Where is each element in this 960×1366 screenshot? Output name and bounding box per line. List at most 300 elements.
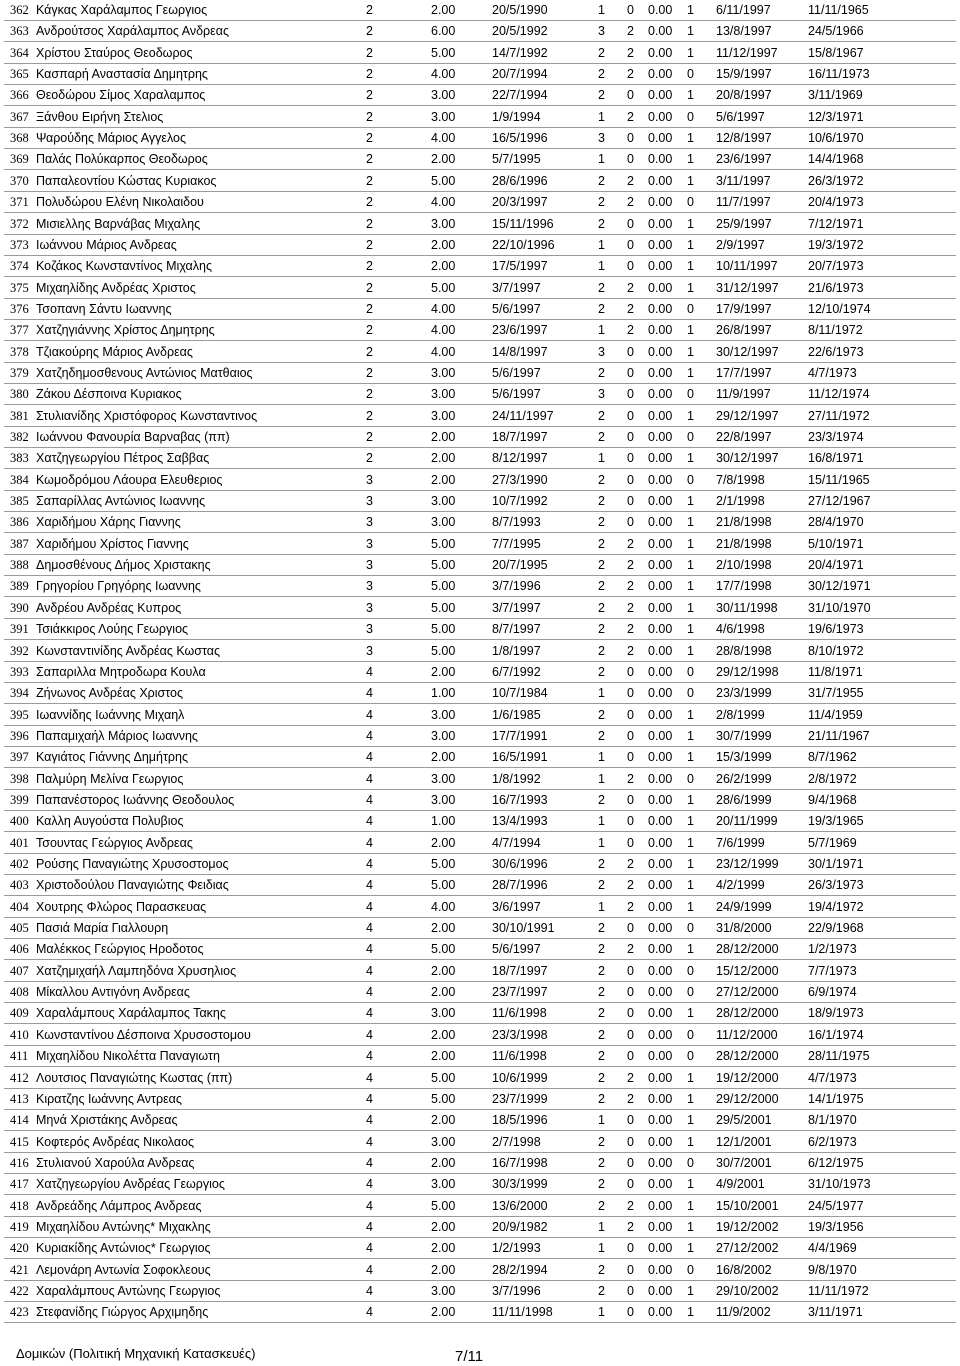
criterion-e: 0.00 — [648, 707, 673, 722]
row-number: 362 — [10, 3, 29, 17]
appointment-date: 28/12/2000 — [716, 1006, 779, 1021]
points-score: 2.00 — [431, 1241, 456, 1256]
criterion-c: 1 — [598, 1305, 605, 1320]
criterion-c: 1 — [598, 771, 605, 786]
criterion-f: 1 — [687, 1177, 694, 1192]
table-row — [0, 406, 960, 427]
application-date: 16/7/1993 — [492, 792, 548, 807]
appointment-date: 25/9/1997 — [716, 216, 772, 231]
application-date: 8/7/1997 — [492, 622, 541, 637]
birth-date: 31/10/1970 — [808, 600, 871, 615]
criterion-f: 1 — [687, 600, 694, 615]
application-date: 3/7/1997 — [492, 600, 541, 615]
criterion-e: 0.00 — [648, 622, 673, 637]
appointment-date: 29/12/2000 — [716, 1091, 779, 1106]
list-category: 4 — [366, 1113, 373, 1128]
points-score: 5.00 — [431, 643, 456, 658]
row-number: 414 — [10, 1113, 29, 1128]
criterion-d: 2 — [627, 109, 634, 124]
points-score: 2.00 — [431, 750, 456, 765]
candidate-name: Χρίστου Σταύρος Θεοδωρος — [36, 45, 193, 60]
table-row — [0, 171, 960, 192]
candidate-name: Παλμύρη Μελίνα Γεωργιος — [36, 771, 184, 786]
application-date: 28/7/1996 — [492, 878, 548, 893]
list-category: 2 — [366, 45, 373, 60]
criterion-f: 1 — [687, 643, 694, 658]
criterion-f: 1 — [687, 152, 694, 167]
row-number: 413 — [10, 1091, 29, 1106]
criterion-f: 0 — [687, 1155, 694, 1170]
birth-date: 26/3/1972 — [808, 173, 864, 188]
table-row — [0, 811, 960, 832]
table-row — [0, 491, 960, 512]
criterion-e: 0.00 — [648, 1113, 673, 1128]
birth-date: 4/7/1973 — [808, 365, 857, 380]
row-number: 412 — [10, 1070, 29, 1085]
row-number: 423 — [10, 1305, 29, 1320]
criterion-d: 2 — [627, 899, 634, 914]
candidate-name: Ιωάννου Φανουρία Βαρναβας (ππ) — [36, 430, 230, 444]
birth-date: 6/2/1973 — [808, 1134, 857, 1149]
application-date: 16/5/1996 — [492, 131, 548, 146]
appointment-date: 20/8/1997 — [716, 88, 772, 103]
list-category: 4 — [366, 1198, 373, 1213]
criterion-c: 2 — [598, 195, 605, 210]
row-number: 395 — [10, 707, 29, 722]
criterion-d: 2 — [627, 67, 634, 82]
appointment-date: 6/11/1997 — [716, 3, 771, 17]
criterion-c: 1 — [598, 1219, 605, 1234]
row-number: 363 — [10, 24, 29, 39]
points-score: 3.00 — [431, 728, 456, 743]
criterion-e: 0.00 — [648, 1262, 673, 1277]
list-category: 4 — [366, 771, 373, 786]
appointment-date: 30/11/1998 — [716, 600, 778, 615]
appointment-date: 5/6/1997 — [716, 109, 765, 124]
criterion-f: 0 — [687, 109, 694, 124]
criterion-e: 0.00 — [648, 728, 673, 743]
criterion-f: 1 — [687, 3, 694, 17]
candidate-name: Δημοσθένους Δήμος Χριστακης — [36, 558, 211, 573]
row-number: 406 — [10, 942, 29, 957]
birth-date: 30/12/1971 — [808, 579, 871, 594]
row-number: 410 — [10, 1027, 29, 1042]
row-number: 416 — [10, 1155, 29, 1170]
candidate-name: Μαλέκκος Γεώργιος Ηροδοτος — [36, 942, 204, 957]
row-number: 371 — [10, 195, 29, 210]
appointment-date: 22/8/1997 — [716, 430, 772, 444]
list-category: 4 — [366, 728, 373, 743]
criterion-d: 0 — [627, 1262, 634, 1277]
birth-date: 24/5/1977 — [808, 1198, 864, 1213]
points-score: 5.00 — [431, 45, 456, 60]
criterion-f: 0 — [687, 1049, 694, 1064]
points-score: 1.00 — [431, 814, 456, 829]
criterion-d: 0 — [627, 1113, 634, 1128]
criterion-d: 0 — [627, 430, 634, 444]
table-row — [0, 662, 960, 683]
criterion-f: 1 — [687, 707, 694, 722]
criterion-c: 2 — [598, 728, 605, 743]
table-row — [0, 214, 960, 235]
criterion-d: 2 — [627, 878, 634, 893]
criterion-c: 2 — [598, 643, 605, 658]
criterion-f: 1 — [687, 835, 694, 850]
birth-date: 19/3/1965 — [808, 814, 864, 829]
candidate-name: Καλλη Αυγούστα Πολυβιος — [36, 814, 184, 829]
table-row — [0, 128, 960, 149]
birth-date: 31/10/1973 — [808, 1177, 871, 1192]
points-score: 2.00 — [431, 664, 456, 679]
list-category: 2 — [366, 344, 373, 359]
criterion-d: 0 — [627, 3, 634, 17]
candidate-name: Τσιάκκιρος Λούης Γεωργιος — [36, 622, 189, 637]
criterion-c: 1 — [598, 323, 605, 338]
birth-date: 30/1/1971 — [808, 857, 864, 871]
criterion-c: 2 — [598, 365, 605, 380]
row-number: 387 — [10, 536, 29, 551]
criterion-f: 1 — [687, 1070, 694, 1085]
table-row — [0, 790, 960, 811]
criterion-c: 2 — [598, 1262, 605, 1277]
candidate-name: Ανδρούτσος Χαράλαμπος Ανδρεας — [36, 24, 229, 39]
points-score: 4.00 — [431, 131, 456, 146]
criterion-c: 2 — [598, 1027, 605, 1042]
table-row — [0, 598, 960, 619]
row-number: 372 — [10, 216, 29, 231]
list-category: 4 — [366, 1006, 373, 1021]
row-number: 419 — [10, 1219, 29, 1234]
candidate-name: Κυριακίδης Αντώνιος* Γεωργιος — [36, 1241, 211, 1256]
appointment-date: 12/1/2001 — [716, 1134, 772, 1149]
points-score: 5.00 — [431, 600, 456, 615]
birth-date: 18/9/1973 — [808, 1006, 864, 1021]
list-category: 4 — [366, 963, 373, 978]
row-number: 373 — [10, 237, 29, 252]
appointment-date: 2/9/1997 — [716, 237, 765, 252]
points-score: 3.00 — [431, 216, 456, 231]
criterion-d: 2 — [627, 195, 634, 210]
criterion-e: 0.00 — [648, 1027, 673, 1042]
table-row — [0, 747, 960, 768]
birth-date: 28/11/1975 — [808, 1049, 870, 1064]
appointment-date: 4/9/2001 — [716, 1177, 765, 1192]
table-row — [0, 1302, 960, 1323]
row-number: 374 — [10, 259, 29, 274]
candidate-name: Παπανέστορος Ιωάννης Θεοδουλος — [36, 792, 235, 807]
points-score: 5.00 — [431, 536, 456, 551]
criterion-d: 2 — [627, 24, 634, 39]
points-score: 2.00 — [431, 985, 456, 1000]
criterion-c: 3 — [598, 131, 605, 146]
criterion-f: 1 — [687, 899, 694, 914]
application-date: 5/6/1997 — [492, 942, 541, 957]
list-category: 4 — [366, 921, 373, 936]
candidate-name: Ξάνθου Ειρήνη Στελιος — [36, 109, 164, 124]
list-category: 4 — [366, 857, 373, 871]
criterion-e: 0.00 — [648, 259, 673, 274]
criterion-d: 0 — [627, 1177, 634, 1192]
points-score: 2.00 — [431, 451, 456, 466]
birth-date: 5/7/1969 — [808, 835, 857, 850]
list-category: 4 — [366, 1262, 373, 1277]
application-date: 23/7/1997 — [492, 985, 548, 1000]
criterion-f: 1 — [687, 1198, 694, 1213]
birth-date: 16/11/1973 — [808, 67, 870, 82]
candidate-name: Ζάκου Δέσποινα Κυριακος — [36, 387, 182, 402]
table-row — [0, 1046, 960, 1067]
list-category: 4 — [366, 792, 373, 807]
criterion-e: 0.00 — [648, 1198, 673, 1213]
table-row — [0, 1089, 960, 1110]
candidate-name: Κωνσταντινίδης Ανδρέας Κωστας — [36, 643, 221, 658]
table-row — [0, 235, 960, 256]
appointment-date: 31/12/1997 — [716, 280, 779, 295]
criterion-e: 0.00 — [648, 430, 673, 444]
appointment-date: 30/12/1997 — [716, 451, 779, 466]
candidate-name: Χουτρης Φλώρος Παρασκευας — [36, 899, 207, 914]
birth-date: 5/10/1971 — [808, 536, 864, 551]
list-category: 4 — [366, 1155, 373, 1170]
application-date: 5/6/1997 — [492, 301, 541, 316]
criterion-c: 3 — [598, 24, 605, 39]
table-row — [0, 939, 960, 960]
criterion-f: 1 — [687, 451, 694, 466]
criterion-e: 0.00 — [648, 1305, 673, 1320]
candidate-name: Κασπαρή Αναστασία Δημητρης — [36, 67, 208, 82]
application-date: 22/10/1996 — [492, 237, 555, 252]
appointment-date: 29/10/2002 — [716, 1284, 779, 1298]
birth-date: 16/1/1974 — [808, 1027, 864, 1042]
birth-date: 11/11/1972 — [808, 1284, 869, 1298]
criterion-e: 0.00 — [648, 152, 673, 167]
birth-date: 31/7/1955 — [808, 686, 864, 701]
appointment-date: 19/12/2002 — [716, 1219, 779, 1234]
list-category: 3 — [366, 643, 373, 658]
criterion-c: 2 — [598, 1177, 605, 1192]
criterion-f: 1 — [687, 792, 694, 807]
application-date: 20/7/1995 — [492, 558, 548, 573]
table-row — [0, 683, 960, 704]
criterion-e: 0.00 — [648, 408, 673, 423]
candidate-name: Παπαμιχαήλ Μάριος Ιωαννης — [36, 728, 198, 743]
points-score: 3.00 — [431, 1177, 456, 1192]
candidate-name: Στυλιανίδης Χριστόφορος Κωνσταντινος — [36, 408, 258, 423]
list-category: 4 — [366, 878, 373, 893]
points-score: 3.00 — [431, 88, 456, 103]
criterion-f: 1 — [687, 259, 694, 274]
birth-date: 20/4/1973 — [808, 195, 864, 210]
list-category: 2 — [366, 259, 373, 274]
candidate-name: Ρούσης Παναγιώτης Χρυσοστομος — [36, 857, 229, 871]
appointment-date: 2/10/1998 — [716, 558, 772, 573]
birth-date: 11/11/1965 — [808, 3, 869, 17]
candidate-name: Ιωάννου Μάριος Ανδρεας — [36, 237, 177, 252]
birth-date: 11/4/1959 — [808, 707, 863, 722]
criterion-e: 0.00 — [648, 1134, 673, 1149]
criterion-c: 2 — [598, 579, 605, 594]
list-category: 2 — [366, 408, 373, 423]
candidate-name: Χαραλάμπους Χαράλαμπος Τακης — [36, 1006, 226, 1021]
birth-date: 28/4/1970 — [808, 515, 864, 530]
appointment-date: 30/12/1997 — [716, 344, 779, 359]
criterion-e: 0.00 — [648, 1284, 673, 1298]
birth-date: 8/11/1972 — [808, 323, 863, 338]
appointment-date: 23/12/1999 — [716, 857, 779, 871]
criterion-d: 0 — [627, 750, 634, 765]
criterion-e: 0.00 — [648, 814, 673, 829]
criterion-f: 1 — [687, 515, 694, 530]
points-score: 2.00 — [431, 430, 456, 444]
criterion-d: 2 — [627, 942, 634, 957]
candidate-name: Μιχαηλίδου Αντώνης* Μιχακλης — [36, 1219, 211, 1234]
appointment-date: 27/12/2000 — [716, 985, 779, 1000]
application-date: 23/3/1998 — [492, 1027, 548, 1042]
criterion-e: 0.00 — [648, 1091, 673, 1106]
criterion-f: 1 — [687, 1284, 694, 1298]
criterion-d: 2 — [627, 280, 634, 295]
points-score: 5.00 — [431, 1198, 456, 1213]
criterion-e: 0.00 — [648, 301, 673, 316]
birth-date: 27/12/1967 — [808, 494, 871, 509]
criterion-e: 0.00 — [648, 579, 673, 594]
criterion-d: 0 — [627, 686, 634, 701]
birth-date: 2/8/1972 — [808, 771, 857, 786]
birth-date: 19/3/1956 — [808, 1219, 864, 1234]
criterion-d: 2 — [627, 643, 634, 658]
candidate-name: Χατζηδημοσθενους Αντώνιος Ματθαιος — [36, 365, 253, 380]
birth-date: 16/8/1971 — [808, 451, 864, 466]
points-score: 2.00 — [431, 472, 456, 487]
table-row — [0, 1260, 960, 1281]
candidate-name: Κιρατζης Ιωάννης Αντρεας — [36, 1091, 182, 1106]
criterion-f: 0 — [687, 195, 694, 210]
points-score: 3.00 — [431, 109, 456, 124]
list-category: 2 — [366, 216, 373, 231]
criterion-f: 1 — [687, 942, 694, 957]
table-row — [0, 961, 960, 982]
appointment-date: 29/12/1998 — [716, 664, 779, 679]
application-date: 6/7/1992 — [492, 664, 541, 679]
birth-date: 21/11/1967 — [808, 728, 870, 743]
candidate-name: Χαραλάμπους Αντώνης Γεωργιος — [36, 1284, 221, 1298]
points-score: 3.00 — [431, 707, 456, 722]
points-score: 3.00 — [431, 515, 456, 530]
criterion-c: 2 — [598, 472, 605, 487]
criterion-d: 2 — [627, 173, 634, 188]
points-score: 2.00 — [431, 1027, 456, 1042]
criterion-c: 2 — [598, 67, 605, 82]
criterion-f: 0 — [687, 771, 694, 786]
criterion-f: 1 — [687, 1113, 694, 1128]
points-score: 3.00 — [431, 1134, 456, 1149]
criterion-f: 1 — [687, 1091, 694, 1106]
criterion-c: 2 — [598, 963, 605, 978]
criterion-c: 2 — [598, 558, 605, 573]
list-category: 3 — [366, 515, 373, 530]
candidate-name: Σαπαριλλα Μητροδωρα Κουλα — [36, 664, 206, 679]
points-score: 5.00 — [431, 1091, 456, 1106]
criterion-d: 0 — [627, 1284, 634, 1298]
criterion-d: 0 — [627, 1006, 634, 1021]
candidate-name: Γρηγορίου Γρηγόρης Ιωαννης — [36, 579, 201, 594]
criterion-d: 0 — [627, 707, 634, 722]
table-row — [0, 726, 960, 747]
criterion-e: 0.00 — [648, 835, 673, 850]
list-category: 4 — [366, 1305, 373, 1320]
application-date: 1/9/1994 — [492, 109, 541, 124]
criterion-d: 0 — [627, 921, 634, 936]
criterion-f: 0 — [687, 686, 694, 701]
application-date: 23/7/1999 — [492, 1091, 548, 1106]
candidate-name: Παλάς Πολύκαρπος Θεοδωρος — [36, 152, 208, 167]
criterion-c: 2 — [598, 280, 605, 295]
candidate-name: Χατζηγιάννης Χρίστος Δημητρης — [36, 323, 215, 338]
criterion-d: 0 — [627, 835, 634, 850]
birth-date: 11/12/1974 — [808, 387, 870, 402]
table-row — [0, 833, 960, 854]
appointment-date: 17/9/1997 — [716, 301, 772, 316]
criterion-f: 0 — [687, 67, 694, 82]
criterion-f: 1 — [687, 24, 694, 39]
points-score: 3.00 — [431, 365, 456, 380]
application-date: 24/11/1997 — [492, 408, 554, 423]
criterion-d: 2 — [627, 1070, 634, 1085]
row-number: 365 — [10, 67, 29, 82]
appointment-date: 10/11/1997 — [716, 259, 778, 274]
birth-date: 19/6/1973 — [808, 622, 864, 637]
row-number: 375 — [10, 280, 29, 295]
birth-date: 6/9/1974 — [808, 985, 857, 1000]
criterion-e: 0.00 — [648, 899, 673, 914]
criterion-e: 0.00 — [648, 921, 673, 936]
criterion-d: 0 — [627, 985, 634, 1000]
application-date: 1/2/1993 — [492, 1241, 541, 1256]
row-number: 396 — [10, 728, 29, 743]
row-number: 378 — [10, 344, 29, 359]
birth-date: 12/10/1974 — [808, 301, 871, 316]
appointment-date: 17/7/1997 — [716, 365, 772, 380]
appointment-date: 26/8/1997 — [716, 323, 772, 338]
appointment-date: 11/12/2000 — [716, 1027, 778, 1042]
criterion-c: 1 — [598, 686, 605, 701]
table-row — [0, 1003, 960, 1024]
row-number: 409 — [10, 1006, 29, 1021]
list-category: 4 — [366, 899, 373, 914]
points-score: 3.00 — [431, 771, 456, 786]
criterion-d: 0 — [627, 237, 634, 252]
birth-date: 9/8/1970 — [808, 1262, 857, 1277]
points-score: 3.00 — [431, 1006, 456, 1021]
list-category: 2 — [366, 430, 373, 444]
list-category: 4 — [366, 707, 373, 722]
criterion-c: 2 — [598, 408, 605, 423]
criterion-c: 2 — [598, 1070, 605, 1085]
criterion-e: 0.00 — [648, 323, 673, 338]
criterion-c: 2 — [598, 88, 605, 103]
row-number: 382 — [10, 430, 29, 444]
criterion-d: 2 — [627, 771, 634, 786]
birth-date: 15/11/1965 — [808, 472, 870, 487]
birth-date: 15/8/1967 — [808, 45, 864, 60]
application-date: 10/7/1992 — [492, 494, 548, 509]
row-number: 418 — [10, 1198, 29, 1213]
table-row — [0, 1174, 960, 1195]
criterion-f: 1 — [687, 1241, 694, 1256]
criterion-f: 1 — [687, 237, 694, 252]
criterion-c: 1 — [598, 835, 605, 850]
table-row — [0, 85, 960, 106]
